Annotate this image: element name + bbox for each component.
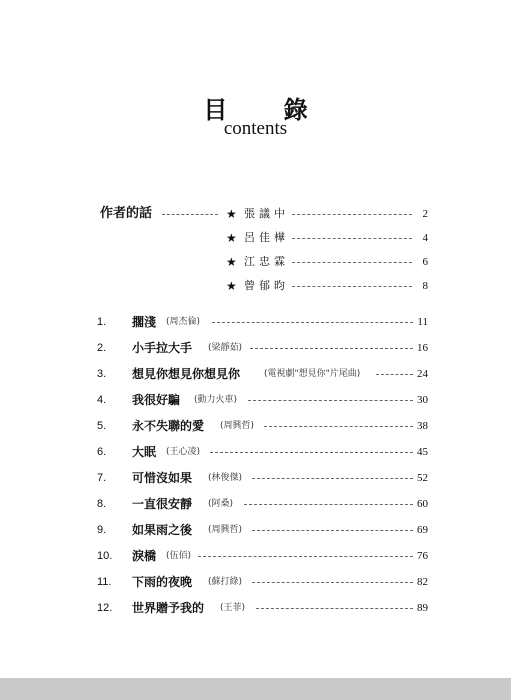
leader-dots	[244, 504, 413, 505]
song-title: 一直很安靜	[132, 497, 193, 511]
author-name: 江忠霖	[244, 255, 289, 268]
song-title: 淚橋	[132, 549, 157, 563]
song-title: 可惜沒如果	[132, 471, 193, 485]
author-row	[0, 205, 511, 223]
page-number: 52	[417, 472, 428, 484]
page-subtitle: contents	[223, 118, 288, 139]
page-number: 2	[422, 208, 428, 220]
toc-entry	[0, 313, 511, 331]
toc-entry	[0, 443, 511, 461]
toc-entry	[0, 495, 511, 513]
toc-entry	[0, 547, 511, 565]
song-title: 大眠	[132, 445, 157, 459]
entry-number: 5.	[97, 420, 107, 432]
author-name: 張議中	[244, 207, 289, 220]
author-row	[0, 229, 511, 247]
song-artist: (王心凌)	[166, 447, 201, 457]
leader-dots	[292, 262, 412, 263]
toc-entry	[0, 521, 511, 539]
song-artist: (周興哲)	[220, 421, 255, 431]
page-number: 8	[422, 280, 428, 292]
page-number: 4	[422, 232, 428, 244]
entry-number: 10.	[97, 550, 113, 562]
page-number: 45	[417, 446, 428, 458]
leader-dots	[292, 238, 412, 239]
page-number: 60	[417, 498, 428, 510]
entry-number: 8.	[97, 498, 107, 510]
page-number: 89	[417, 602, 428, 614]
entry-number: 4.	[97, 394, 107, 406]
leader-dots	[292, 214, 412, 215]
leader-dots	[250, 348, 413, 349]
song-artist: (梁靜茹)	[208, 343, 243, 353]
page-number: 82	[417, 576, 428, 588]
author-name: 呂佳樺	[244, 231, 289, 244]
song-title: 想見你想見你想見你	[132, 367, 241, 381]
leader-dots	[256, 608, 413, 609]
song-artist: (周興哲)	[208, 525, 243, 535]
page-number: 38	[417, 420, 428, 432]
song-title: 我很好騙	[132, 393, 181, 407]
toc-entry	[0, 417, 511, 435]
song-title: 永不失聯的愛	[132, 419, 205, 433]
entry-number: 7.	[97, 472, 107, 484]
song-artist: (王菲)	[220, 603, 246, 613]
leader-dots	[248, 400, 413, 401]
toc-entry	[0, 469, 511, 487]
song-title: 如果雨之後	[132, 523, 193, 537]
song-artist: (林俊傑)	[208, 473, 243, 483]
toc-entry	[0, 573, 511, 591]
toc-entry	[0, 599, 511, 617]
author-row	[0, 277, 511, 295]
authors-heading: 作者的話	[100, 206, 153, 221]
entry-number: 1.	[97, 316, 107, 328]
page-number: 6	[422, 256, 428, 268]
song-artist: (電視劇"想見你"片尾曲)	[264, 369, 361, 379]
page-title: 目 錄	[203, 95, 332, 124]
leader-dots	[264, 426, 413, 427]
author-row	[0, 253, 511, 271]
song-artist: (伍佰)	[166, 551, 192, 561]
star-icon: ★	[226, 231, 237, 245]
page-number: 16	[417, 342, 428, 354]
entry-number: 3.	[97, 368, 107, 380]
author-name: 曾郁昀	[244, 279, 289, 292]
leader-dots	[162, 214, 218, 215]
leader-dots	[212, 322, 413, 323]
song-title: 小手拉大手	[132, 341, 193, 355]
page-number: 11	[417, 316, 428, 328]
entry-number: 11.	[97, 576, 112, 588]
song-artist: (動力火車)	[194, 395, 238, 405]
song-title: 世界贈予我的	[132, 601, 205, 615]
leader-dots	[376, 374, 413, 375]
star-icon: ★	[226, 279, 237, 293]
song-artist: (周杰倫)	[166, 317, 201, 327]
song-title: 下雨的夜晚	[132, 575, 193, 589]
page-number: 76	[417, 550, 428, 562]
footer-bar	[0, 678, 511, 700]
leader-dots	[252, 530, 413, 531]
toc-entry	[0, 391, 511, 409]
entry-number: 6.	[97, 446, 107, 458]
page-number: 24	[417, 368, 428, 380]
toc-entry	[0, 339, 511, 357]
leader-dots	[292, 286, 412, 287]
leader-dots	[198, 556, 413, 557]
toc-entry	[0, 365, 511, 383]
page-number: 69	[417, 524, 428, 536]
page-number: 30	[417, 394, 428, 406]
star-icon: ★	[226, 207, 237, 221]
entry-number: 12.	[97, 602, 113, 614]
leader-dots	[252, 582, 413, 583]
star-icon: ★	[226, 255, 237, 269]
leader-dots	[210, 452, 413, 453]
entry-number: 2.	[97, 342, 107, 354]
song-artist: (阿桑)	[208, 499, 234, 509]
leader-dots	[252, 478, 413, 479]
song-artist: (蘇打綠)	[208, 577, 243, 587]
song-title: 擱淺	[132, 315, 157, 329]
entry-number: 9.	[97, 524, 107, 536]
